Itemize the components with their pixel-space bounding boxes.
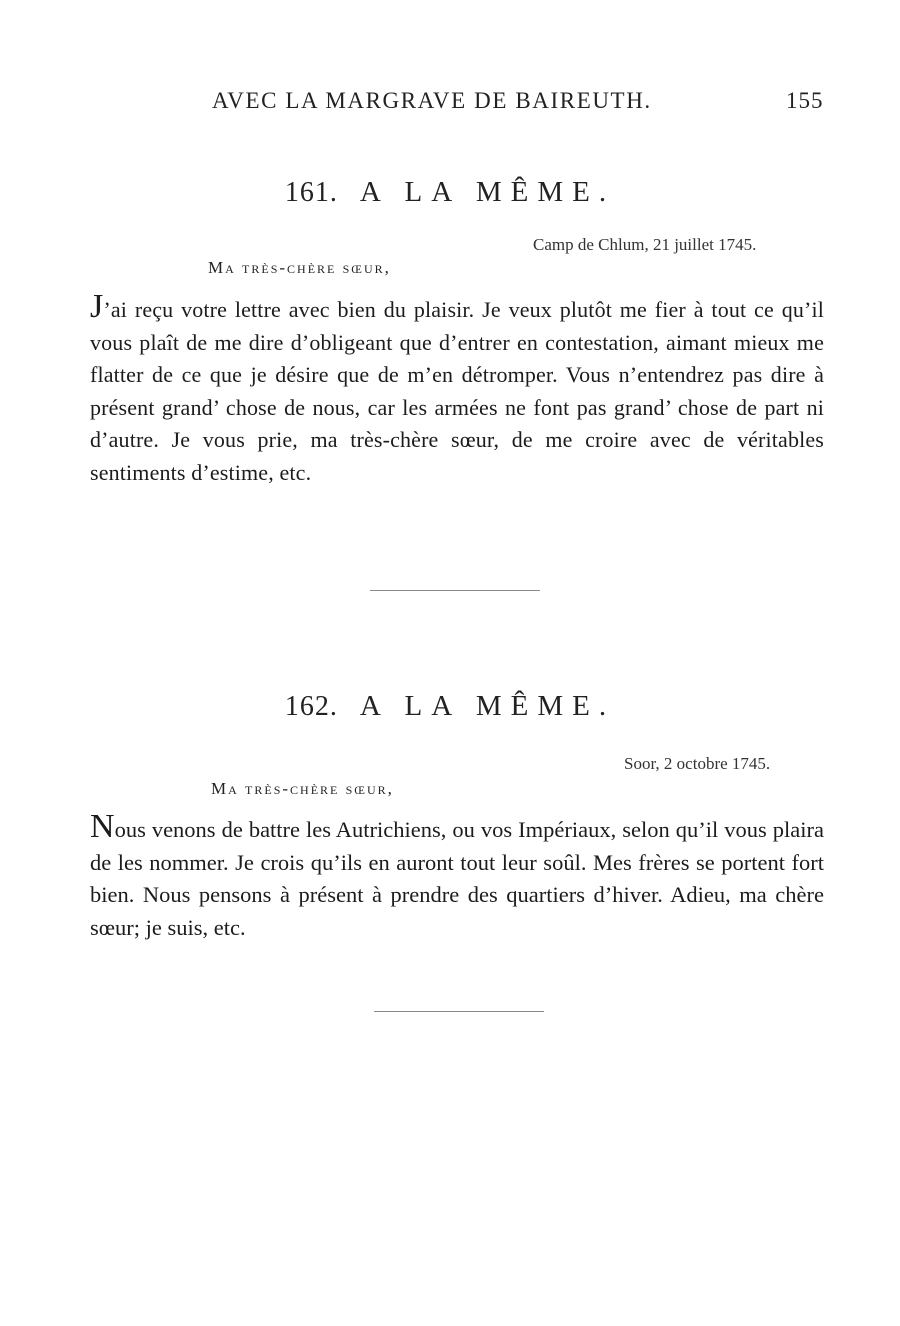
dateline: Soor, 2 octobre 1745.: [624, 754, 771, 773]
letter-heading: [0, 690, 900, 723]
running-head: [0, 88, 900, 122]
letter-body: [90, 808, 824, 944]
initial-letter: J: [90, 288, 104, 325]
letter-body-text: ’ai reçu votre lettre avec bien du plaisir. Je veux plutôt me fier à tout ce qu’il vous plaît de me dire d’obligeant que d’entrer en contestation, aimant mieux me flatter de ce que je désire que de m’en détromper. Vous n’entendrez pas dire à présent grand’ chose de nous, car les armées ne font pas grand’ chose de part ni d’autre. Je vous prie, ma très-chère sœur, de me croire avec de véritables sentiments d’estime, etc.: [90, 297, 824, 485]
section-divider: [374, 1011, 544, 1012]
salutation: Ma très-chère sœur,: [211, 779, 394, 798]
section-divider: [370, 590, 540, 591]
letter-number: 161.: [284, 177, 338, 208]
letter-title: A LA MÊME.: [359, 176, 616, 208]
letter-heading: [0, 176, 900, 209]
page-number: 155: [786, 88, 824, 113]
letter-body-text: ous venons de battre les Autrichiens, ou vos Impériaux, selon qu’il vous plaira de les nommer. Je crois qu’ils en auront tout leur soûl. Mes frères se portent fort bien. Nous pensons à présent à prendre des quartiers d’hiver. Adieu, ma chère sœur; je suis, etc.: [90, 817, 824, 940]
letter-title: A LA MÊME.: [359, 690, 616, 722]
dateline: Camp de Chlum, 21 juillet 1745.: [533, 235, 757, 254]
letter-number: 162.: [284, 691, 338, 722]
salutation: Ma très-chère sœur,: [208, 258, 391, 277]
running-head-title: AVEC LA MARGRAVE DE BAIREUTH.: [212, 88, 652, 113]
initial-letter: N: [90, 808, 115, 845]
letter-body: [90, 288, 824, 489]
